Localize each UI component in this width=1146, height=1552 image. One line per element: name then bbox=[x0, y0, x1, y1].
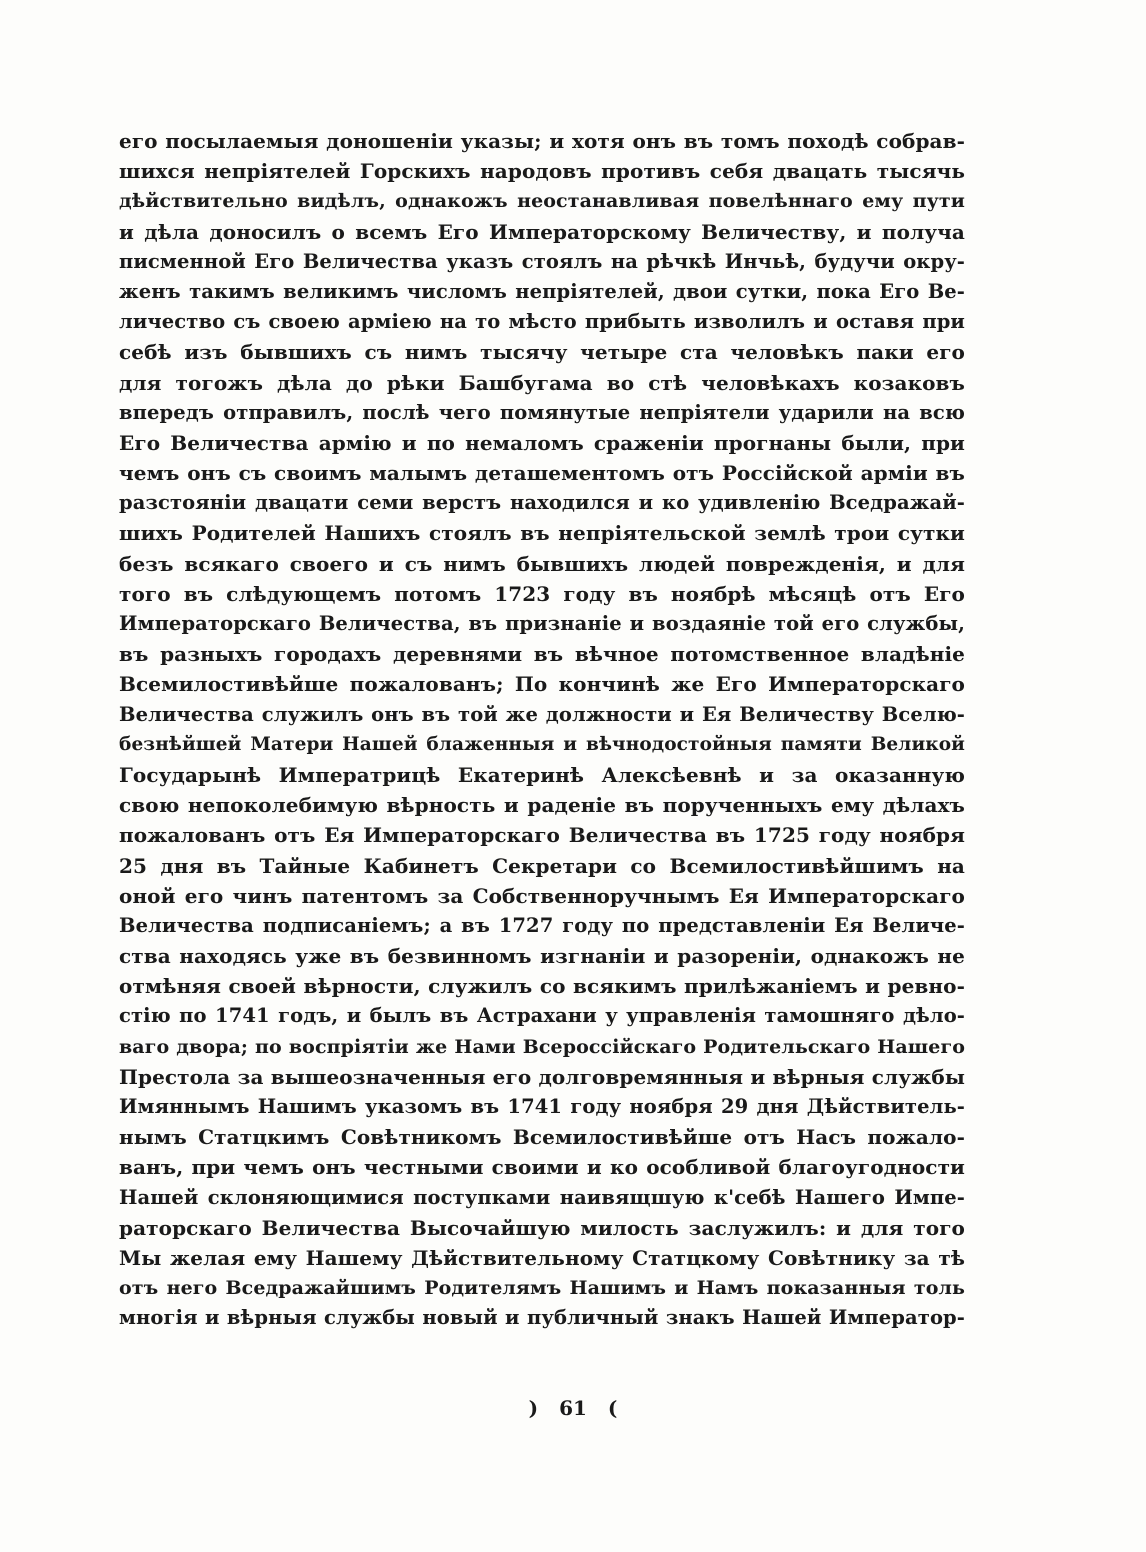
text-line: для тогожъ дѣла до рѣки Башбугама во стѣ человѣкахъ козаковъ bbox=[119, 370, 965, 395]
text-line: Престола за вышеозначенныя его долговремянныя и вѣрныя службы bbox=[119, 1064, 965, 1089]
text-line: Его Величества армiю и по немаломъ сраженiи прогнаны были, при bbox=[119, 430, 965, 455]
text-line: чемъ онъ съ своимъ малымъ деташементомъ отъ Россiйской армiи въ bbox=[119, 461, 965, 486]
text-line: шихъ Родителей Нашихъ стоялъ въ непрiятельской землѣ трои сутки bbox=[119, 521, 965, 546]
text-line: свою непоколебимую вѣрность и раденiе въ порученныхъ ему дѣлахъ bbox=[119, 793, 965, 818]
text-line: личество съ своею армiею на то мѣсто прибыть изволилъ и оставя при bbox=[119, 310, 965, 334]
text-line: Государынѣ Императрицѣ Екатеринѣ Алексѣевнѣ и за оказанную bbox=[119, 762, 965, 787]
text-line: его посылаемыя доношенiи указы; и хотя онъ въ томъ походѣ собрав- bbox=[119, 129, 965, 153]
text-line: Величества подписанiемъ; а въ 1727 году по представленiи Ея Величе- bbox=[119, 913, 965, 937]
text-line: Имяннымъ Нашимъ указомъ въ 1741 году ноября 29 дня Дѣйствитель- bbox=[119, 1095, 965, 1118]
text-line: ства находясь уже въ безвинномъ изгнанiи и разоренiи, однакожъ не bbox=[119, 944, 965, 969]
text-line: Императорскаго Величества, въ признанiе и воздаянiе той его службы, bbox=[119, 612, 965, 635]
text-line: нымъ Статцкимъ Совѣтникомъ Всемилостивѣйше отъ Насъ пожало- bbox=[119, 1125, 965, 1150]
text-line: разстоянiи двацати семи верстъ находился и ко удивленiю Вседражай- bbox=[119, 491, 965, 515]
text-line: Нашей склоняющимися поступками наивящшую к'себѣ Нашего Импе- bbox=[119, 1185, 965, 1209]
text-line: безнѣйшей Матери Нашей блаженныя и вѣчнодостойныя памяти Великой bbox=[119, 733, 965, 755]
page-number: ) 61 ( bbox=[528, 1396, 618, 1420]
text-line: ванъ, при чемъ онъ честными своими и ко особливой благоугодности bbox=[119, 1155, 965, 1180]
text-line: дѣйствительно видѣлъ, однакожъ неостанавливая повелѣннаго ему пути bbox=[119, 190, 965, 213]
text-line: стiю по 1741 годъ, и былъ въ Астрахани у управленiя тамошняго дѣло- bbox=[119, 1004, 965, 1028]
text-line: раторскаго Величества Высочайшую милость заслужилъ: и для того bbox=[119, 1215, 965, 1240]
body-text bbox=[119, 126, 965, 1334]
text-line: пожалованъ отъ Ея Императорскаго Величества въ 1725 году ноября bbox=[119, 823, 965, 848]
text-line: Величества служилъ онъ въ той же должности и Ея Величеству Вселю- bbox=[119, 702, 965, 726]
text-line: впередъ отправилъ, послѣ чего помянутые непрiятели ударили на всю bbox=[119, 400, 965, 424]
text-line: себѣ изъ бывшихъ съ нимъ тысячу четыре ста человѣкъ паки его bbox=[119, 340, 965, 365]
text-line: того въ слѣдующемъ потомъ 1723 году въ ноябрѣ мѣсяцѣ отъ Его bbox=[119, 581, 965, 606]
text-line: и дѣла доносилъ о всемъ Его Императорскому Величеству, и получа bbox=[119, 219, 965, 244]
text-line: въ разныхъ городахъ деревнями въ вѣчное потомственное владѣнiе bbox=[119, 642, 965, 667]
text-line: 25 дня въ Тайные Кабинетъ Секретари со Всемилостивѣйшимъ на bbox=[119, 853, 965, 878]
text-line: безъ всякаго своего и съ нимъ бывшихъ людей поврежденiя, и для bbox=[119, 551, 965, 576]
text-line: ваго двора; по воспрiятiи же Нами Всероссiйскаго Родительскаго Нашего bbox=[119, 1035, 965, 1058]
text-line: отъ него Вседражайшимъ Родителямъ Нашимъ и Намъ показанныя толь bbox=[119, 1277, 965, 1300]
text-line: Мы желая ему Нашему Дѣйствительному Статцкому Совѣтнику за тѣ bbox=[119, 1245, 965, 1270]
text-line: отмѣняя своей вѣрности, служилъ со всякимъ прилѣжанiемъ и ревно- bbox=[119, 974, 965, 999]
text-line: Всемилостивѣйше пожалованъ; По кончинѣ же Его Императорскаго bbox=[119, 672, 965, 697]
text-line: женъ такимъ великимъ числомъ непрiятелей, двои сутки, пока Его Ве- bbox=[119, 279, 965, 303]
text-line: писменной Его Величества указъ стоялъ на рѣчкѣ Инчьѣ, будучи окру- bbox=[119, 249, 965, 273]
text-line: многiя и вѣрныя службы новый и публичный знакъ Нашей Император- bbox=[119, 1306, 965, 1330]
text-line: шихся непрiятелей Горскихъ народовъ противъ себя двацать тысячь bbox=[119, 159, 965, 184]
text-line: оной его чинъ патентомъ за Собственноручнымъ Ея Императорскаго bbox=[119, 883, 965, 908]
